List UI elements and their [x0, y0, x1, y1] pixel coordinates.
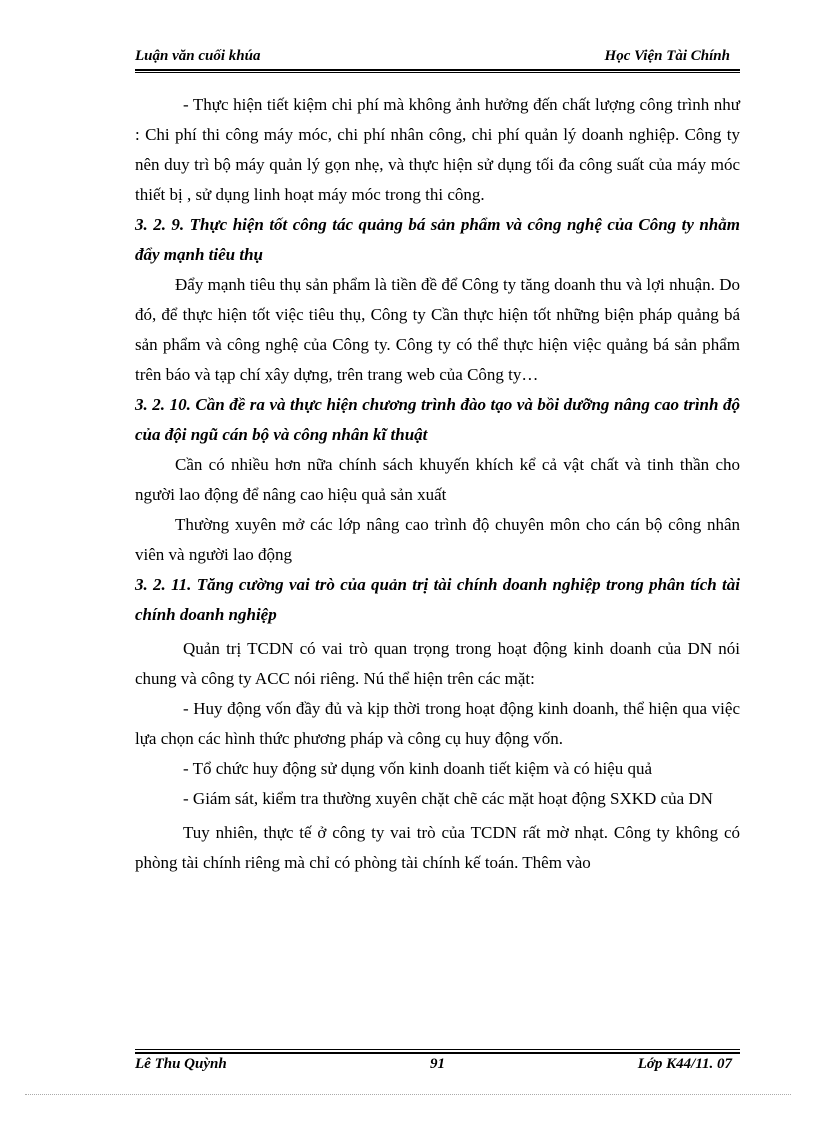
paragraph-incentives: Cần có nhiều hơn nữa chính sách khuyến khích kể cả vật chất và tinh thần cho người lao động để nâng cao hiệu quả sản xuất [135, 455, 740, 504]
header-rule [135, 69, 740, 71]
footer-author: Lê Thu Quỳnh [135, 1056, 227, 1072]
paragraph-cost-saving: - Thực hiện tiết kiệm chi phí mà không ảnh hưởng đến chất lượng công trình như : Chi phí thi công máy móc, chi phí nhân công, chi phí quản lý doanh nghiệp. Công ty nên duy trì bộ máy quản lý gọn nhẹ, và thực hiện sử dụng tối đa công suất của máy móc thiết bị , sử dụng linh hoạt máy móc trong thi công. [135, 95, 740, 204]
paragraph-capital-mobilization: - Huy động vốn đầy đủ và kịp thời trong hoạt động kinh doanh, thể hiện qua việc lựa chọn các hình thức phương pháp và công cụ huy động vốn. [135, 699, 740, 748]
page-body [135, 90, 740, 878]
section-heading-3-2-10: 3. 2. 10. Cần đề ra và thực hiện chương trình đào tạo và bồi dưỡng nâng cao trình độ của đội ngũ cán bộ và công nhân kĩ thuật [135, 395, 740, 444]
paragraph-supervision: - Giám sát, kiểm tra thường xuyên chặt chẽ các mặt hoạt động SXKD của DN [183, 789, 713, 808]
page-header [135, 44, 740, 70]
footer-rule [135, 1052, 740, 1054]
footer-rule-thin [135, 1049, 740, 1050]
section-heading-3-2-11: 3. 2. 11. Tăng cường vai trò của quản trị tài chính doanh nghiệp trong phân tích tài chính doanh nghiệp [135, 575, 740, 624]
paragraph-financial-management: Quản trị TCDN có vai trò quan trọng trong hoạt động kinh doanh của DN nói chung và công ty ACC nói riêng. Nú thể hiện trên các mặt: [135, 639, 740, 688]
paragraph-promotion: Đẩy mạnh tiêu thụ sản phẩm là tiền đề để Công ty tăng doanh thu và lợi nhuận. Do đó, để thực hiện tốt việc tiêu thụ, Công ty Cần thực hiện tốt những biện pháp quảng bá sản phẩm và công nghệ của Công ty. Công ty có thể thực hiện việc quảng bá sản phẩm trên báo và tạp chí xây dựng, trên trang web của Công ty… [135, 275, 740, 384]
paragraph-reality: Tuy nhiên, thực tế ở công ty vai trò của TCDN rất mờ nhạt. Công ty không có phòng tài chính riêng mà chỉ có phòng tài chính kế toán. Thêm vào [135, 823, 740, 872]
header-thesis-title: Luận văn cuối khúa [135, 48, 261, 64]
section-heading-3-2-9: 3. 2. 9. Thực hiện tốt công tác quảng bá sản phẩm và công nghệ của Công ty nhằm đẩy mạnh tiêu thụ [135, 215, 740, 264]
page-boundary-line [25, 1094, 791, 1095]
page-footer [135, 1056, 740, 1080]
footer-class: Lớp K44/11. 07 [637, 1056, 732, 1072]
header-institution: Học Viện Tài Chính [604, 48, 730, 64]
header-rule-thin [135, 72, 740, 73]
paragraph-training: Thường xuyên mở các lớp nâng cao trình độ chuyên môn cho cán bộ công nhân viên và người lao động [135, 515, 740, 564]
paragraph-capital-usage: - Tổ chức huy động sử dụng vốn kinh doanh tiết kiệm và có hiệu quả [183, 759, 653, 778]
footer-page-number: 91 [430, 1056, 445, 1072]
